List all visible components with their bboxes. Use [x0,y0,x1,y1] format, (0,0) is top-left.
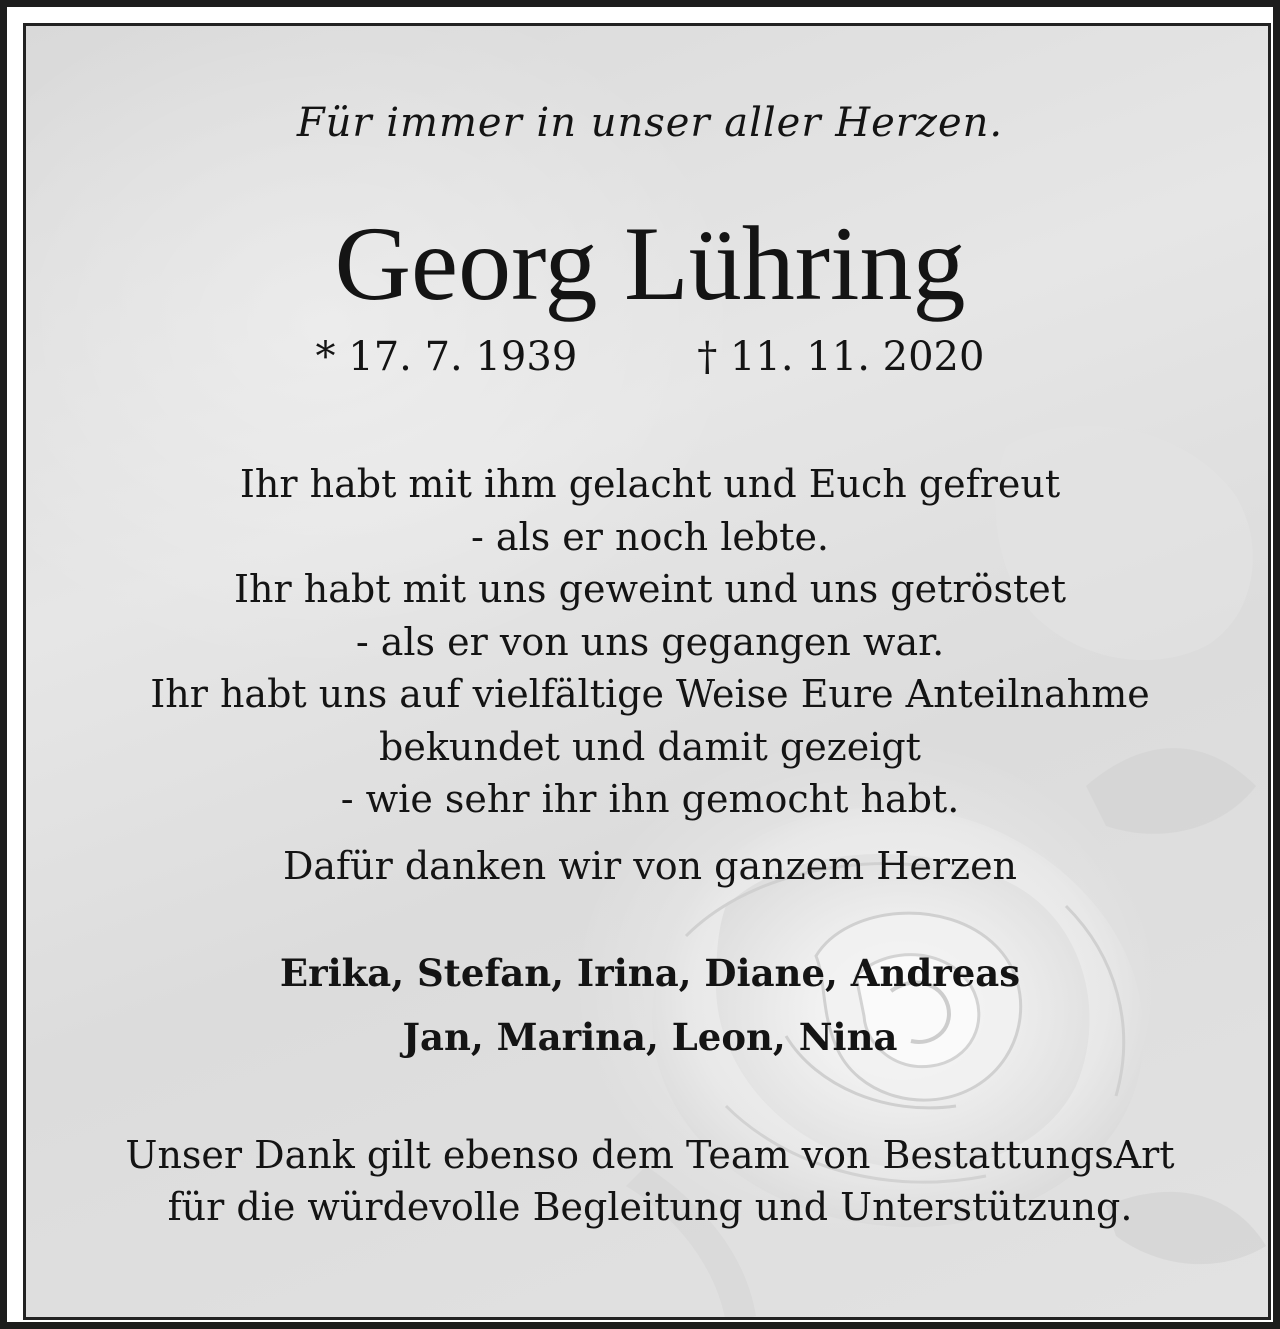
birth-date: * 17. 7. 1939 [315,334,578,380]
thanks-line: Dafür danken wir von ganzem Herzen [282,844,1018,888]
poem-line: - als er von uns gegangen war. [355,619,945,664]
poem-line: Ihr habt mit ihm gelacht und Euch gefreut [239,462,1061,506]
poem-line: Ihr habt mit uns geweint und uns getröstet [234,567,1066,611]
deceased-name: Georg Lühring [334,205,966,322]
poem-line: - als er noch lebte. [470,514,830,559]
footer-line: Unser Dank gilt ebenso dem Team von BestattungsArt [125,1133,1175,1177]
death-date: † 11. 11. 2020 [697,334,985,380]
signer-line: Jan, Marina, Leon, Nina [402,1015,898,1059]
motto: Für immer in unser aller Herzen. [296,100,1004,146]
life-dates [26,334,1271,380]
signer-line: Erika, Stefan, Irina, Diane, Andreas [279,951,1021,995]
poem-line: - wie sehr ihr ihn gemocht habt. [340,777,960,821]
footer-line: für die würdevolle Begleitung und Unterstützung. [167,1185,1133,1229]
poem [26,458,1271,826]
poem-line: Ihr habt uns auf vielfältige Weise Eure Anteilnahme [150,672,1150,716]
footer-thanks [26,1129,1271,1233]
signers [26,941,1271,1069]
obituary-notice [23,23,1271,1320]
poem-line: bekundet und damit gezeigt [379,724,921,769]
